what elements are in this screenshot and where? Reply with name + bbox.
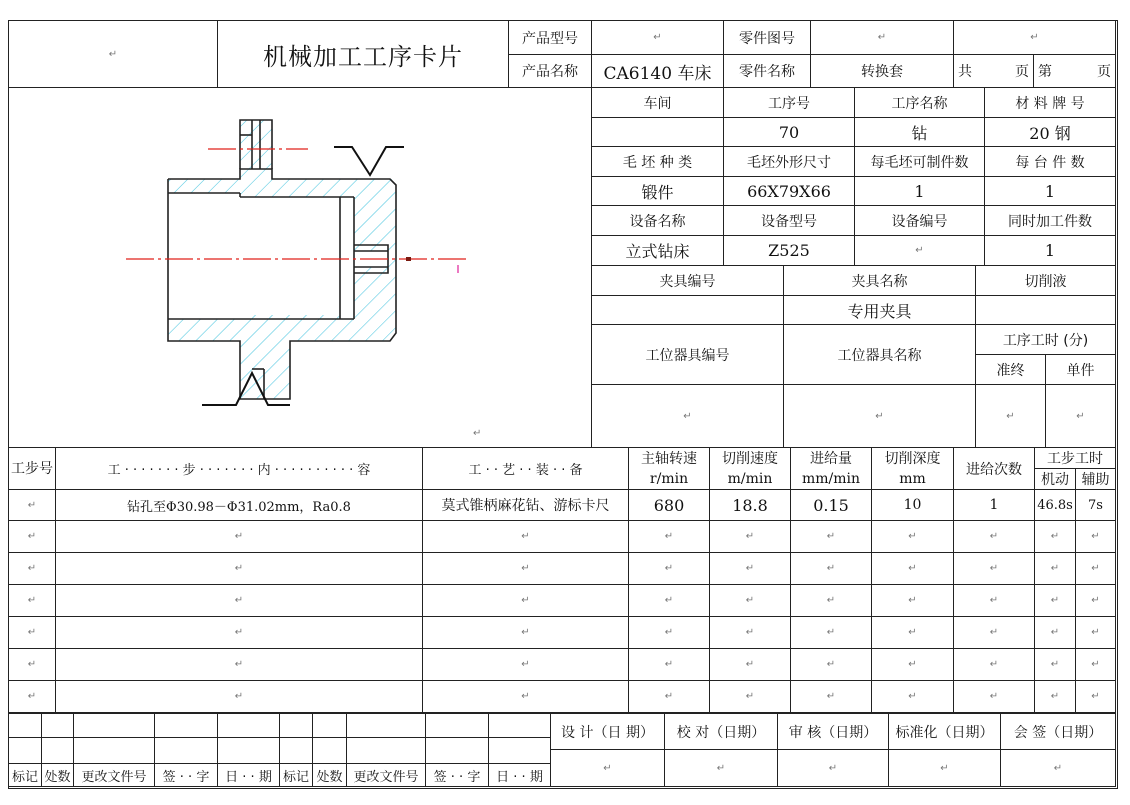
- card-title: 机械加工工序卡片: [217, 20, 509, 88]
- empty-step-cell[interactable]: ↵: [422, 616, 629, 649]
- revision-cell[interactable]: [488, 713, 551, 738]
- rev-doc-label: 更改文件号: [73, 763, 155, 787]
- empty-step-cell[interactable]: ↵: [628, 648, 710, 681]
- empty-step-cell[interactable]: ↵: [790, 648, 872, 681]
- per-machine-label: 每 台 件 数: [984, 146, 1116, 177]
- empty-step-cell[interactable]: ↵: [790, 552, 872, 585]
- revision-cell[interactable]: [154, 737, 218, 764]
- empty-step-cell[interactable]: ↵: [628, 520, 710, 553]
- prep-time-value[interactable]: ↵: [975, 384, 1046, 448]
- rev-count-label-2: 处数: [312, 763, 347, 787]
- per-blank-label: 每毛坯可制件数: [854, 146, 985, 177]
- col-aux-time: 辅助: [1075, 468, 1116, 490]
- simul-label: 同时加工件数: [984, 205, 1116, 236]
- empty-step-cell[interactable]: ↵: [8, 648, 56, 681]
- empty-step-cell[interactable]: ↵: [709, 680, 791, 713]
- empty-step-cell[interactable]: ↵: [1075, 520, 1116, 553]
- product-model-label: 产品型号: [508, 20, 592, 55]
- per-machine-value[interactable]: 1: [984, 176, 1116, 206]
- fixture-no-label: 夹具编号: [591, 265, 784, 296]
- empty-step-cell[interactable]: ↵: [55, 680, 423, 713]
- empty-step-cell[interactable]: ↵: [953, 648, 1035, 681]
- part-sketch: [8, 87, 592, 448]
- equip-no-label: 设备编号: [854, 205, 985, 236]
- rev-signature-label: 签 · · 字: [154, 763, 218, 787]
- page-number: [1033, 54, 1116, 88]
- revision-cell[interactable]: [73, 713, 155, 738]
- coolant-label: 切削液: [975, 265, 1116, 296]
- empty-step-cell[interactable]: ↵: [1075, 552, 1116, 585]
- empty-step-cell[interactable]: ↵: [422, 584, 629, 617]
- fixture-name-label: 夹具名称: [783, 265, 976, 296]
- blank-size-value[interactable]: 66X79X66: [723, 176, 855, 206]
- empty-step-cell[interactable]: ↵: [628, 552, 710, 585]
- step-no-cell[interactable]: ↵: [8, 489, 56, 521]
- product-name-value[interactable]: CA6140 车床: [591, 54, 724, 88]
- col-machine-time: 机动: [1034, 468, 1076, 490]
- part-drawing-value[interactable]: ↵: [810, 20, 954, 55]
- rev-signature-label-2: 签 · · 字: [425, 763, 489, 787]
- centerline-marker: [406, 257, 411, 261]
- col-step-no: 工步号: [8, 447, 56, 490]
- step-equipment-cell[interactable]: 莫式锥柄麻花钻、游标卡尺: [422, 489, 629, 521]
- simul-value[interactable]: 1: [984, 235, 1116, 266]
- col-depth-unit: mm: [899, 470, 926, 487]
- empty-step-cell[interactable]: ↵: [871, 616, 954, 649]
- empty-step-cell[interactable]: ↵: [871, 648, 954, 681]
- footer-review: 审 核（日期）: [777, 713, 889, 750]
- sketch-return-mark: ↵: [473, 428, 482, 439]
- op-time-label: 工序工时 (分): [975, 324, 1116, 355]
- footer-review-value[interactable]: ↵: [777, 749, 889, 787]
- footer-standard-value[interactable]: ↵: [888, 749, 1001, 787]
- product-model-value[interactable]: ↵: [591, 20, 724, 55]
- col-spindle-label: 主轴转速: [641, 450, 697, 467]
- empty-step-cell[interactable]: ↵: [953, 680, 1035, 713]
- part-name-value[interactable]: 转换套: [810, 54, 954, 88]
- step-content-cell[interactable]: 钻孔至Φ30.98－Φ31.02mm，Ra0.8: [55, 489, 423, 521]
- revision-cell[interactable]: [154, 713, 218, 738]
- empty-step-cell[interactable]: ↵: [8, 520, 56, 553]
- empty-step-cell[interactable]: ↵: [55, 552, 423, 585]
- revision-cell[interactable]: [279, 713, 313, 738]
- station-no-value[interactable]: ↵: [591, 384, 784, 448]
- station-name-value[interactable]: ↵: [783, 384, 976, 448]
- step-spindle-cell[interactable]: 680: [628, 489, 710, 521]
- product-name-label: 产品名称: [508, 54, 592, 88]
- empty-step-cell[interactable]: ↵: [1075, 584, 1116, 617]
- revision-cell[interactable]: [73, 737, 155, 764]
- col-spindle: [628, 447, 710, 490]
- empty-step-cell[interactable]: ↵: [1075, 648, 1116, 681]
- blank-type-label: 毛 坯 种 类: [591, 146, 724, 177]
- empty-step-cell[interactable]: ↵: [953, 616, 1035, 649]
- col-equipment: 工 · · 艺 · · 装 · · 备: [422, 447, 629, 490]
- page-number-label: 第: [1038, 64, 1052, 80]
- blank-type-value[interactable]: 锻件: [591, 176, 724, 206]
- empty-step-cell[interactable]: ↵: [1034, 552, 1076, 585]
- empty-step-cell[interactable]: ↵: [871, 520, 954, 553]
- col-feed-unit: mm/min: [801, 470, 861, 487]
- empty-step-cell[interactable]: ↵: [55, 648, 423, 681]
- footer-sign: 会 签（日期）: [1000, 713, 1116, 750]
- step-passes-cell[interactable]: 1: [953, 489, 1035, 521]
- col-cut-speed-unit: m/min: [727, 470, 773, 487]
- empty-step-cell[interactable]: ↵: [790, 680, 872, 713]
- blank-size-label: 毛坯外形尺寸: [723, 146, 855, 177]
- col-passes: 进给次数: [953, 447, 1035, 490]
- material-label: 材 料 牌 号: [984, 87, 1116, 118]
- equip-name-value[interactable]: 立式钻床: [591, 235, 724, 266]
- empty-step-cell[interactable]: ↵: [790, 520, 872, 553]
- part-name-label: 零件名称: [723, 54, 811, 88]
- revision-cell[interactable]: [8, 737, 42, 764]
- step-feed-cell[interactable]: 0.15: [790, 489, 872, 521]
- revision-cell[interactable]: [425, 737, 489, 764]
- empty-step-cell[interactable]: ↵: [871, 552, 954, 585]
- locating-symbol-top: [334, 147, 404, 175]
- footer-design-value[interactable]: ↵: [550, 749, 665, 787]
- footer-design: 设 计（日 期）: [550, 713, 665, 750]
- page-unit-label-2: 页: [1097, 64, 1111, 80]
- footer-standard: 标准化（日期）: [888, 713, 1001, 750]
- material-value[interactable]: 20 钢: [984, 117, 1116, 147]
- part-drawing-label: 零件图号: [723, 20, 811, 55]
- empty-step-cell[interactable]: ↵: [8, 616, 56, 649]
- empty-step-cell[interactable]: ↵: [871, 680, 954, 713]
- empty-step-cell[interactable]: ↵: [953, 584, 1035, 617]
- footer-check: 校 对（日期）: [664, 713, 778, 750]
- rev-date-label-2: 日 · · 期: [488, 763, 551, 787]
- header-right-blank: ↵: [953, 20, 1116, 55]
- col-content: 工 · · · · · · · 步 · · · · · · · 内 · · · · · · · · · · 容: [55, 447, 423, 490]
- revision-cell[interactable]: [8, 713, 42, 738]
- empty-step-cell[interactable]: ↵: [8, 584, 56, 617]
- prep-time-label: 准终: [975, 354, 1046, 385]
- unit-time-value[interactable]: ↵: [1045, 384, 1116, 448]
- page-unit-label: 页: [1015, 64, 1029, 80]
- workshop-value[interactable]: [591, 117, 724, 147]
- centerlines: [126, 149, 470, 259]
- empty-step-cell[interactable]: ↵: [1075, 680, 1116, 713]
- empty-step-cell[interactable]: ↵: [422, 552, 629, 585]
- empty-step-cell[interactable]: ↵: [871, 584, 954, 617]
- unit-time-label: 单件: [1045, 354, 1116, 385]
- revision-cell[interactable]: [41, 713, 74, 738]
- rev-mark-label: 标记: [8, 763, 42, 787]
- empty-step-cell[interactable]: ↵: [55, 520, 423, 553]
- empty-step-cell[interactable]: ↵: [709, 552, 791, 585]
- empty-step-cell[interactable]: ↵: [1034, 680, 1076, 713]
- revision-cell[interactable]: [217, 713, 280, 738]
- revision-cell[interactable]: [346, 737, 426, 764]
- revision-cell[interactable]: [312, 737, 347, 764]
- revision-cell[interactable]: [279, 737, 313, 764]
- col-depth-label: 切削深度: [884, 450, 941, 467]
- footer-check-value[interactable]: ↵: [664, 749, 778, 787]
- empty-step-cell[interactable]: ↵: [1034, 584, 1076, 617]
- empty-step-cell[interactable]: ↵: [1034, 520, 1076, 553]
- empty-step-cell[interactable]: ↵: [709, 648, 791, 681]
- step-depth-cell[interactable]: 10: [871, 489, 954, 521]
- empty-step-cell[interactable]: ↵: [422, 648, 629, 681]
- col-spindle-unit: r/min: [649, 470, 689, 487]
- footer-sign-value[interactable]: ↵: [1000, 749, 1116, 787]
- empty-step-cell[interactable]: ↵: [55, 584, 423, 617]
- rev-date-label: 日 · · 期: [217, 763, 280, 787]
- col-cut-speed-label: 切削速度: [722, 450, 778, 467]
- col-depth: [871, 447, 954, 490]
- revision-cell[interactable]: [425, 713, 489, 738]
- rev-count-label: 处数: [41, 763, 74, 787]
- empty-step-cell[interactable]: ↵: [1034, 648, 1076, 681]
- step-machine-time-cell[interactable]: 46.8s: [1034, 489, 1076, 521]
- empty-step-cell[interactable]: ↵: [422, 520, 629, 553]
- empty-step-cell[interactable]: ↵: [1075, 616, 1116, 649]
- station-no-label: 工位器具编号: [591, 324, 784, 385]
- equip-no-value[interactable]: ↵: [854, 235, 985, 266]
- op-no-label: 工序号: [723, 87, 855, 118]
- rev-doc-label-2: 更改文件号: [346, 763, 426, 787]
- equip-model-label: 设备型号: [723, 205, 855, 236]
- empty-step-cell[interactable]: ↵: [709, 520, 791, 553]
- col-feed: [790, 447, 872, 490]
- empty-step-cell[interactable]: ↵: [8, 552, 56, 585]
- page-total-label: 共: [958, 64, 972, 80]
- col-step-time: 工步工时: [1034, 447, 1116, 469]
- empty-step-cell[interactable]: ↵: [1034, 616, 1076, 649]
- revision-cell[interactable]: [312, 713, 347, 738]
- equip-name-label: 设备名称: [591, 205, 724, 236]
- page-total: [953, 54, 1034, 88]
- empty-step-cell[interactable]: ↵: [709, 616, 791, 649]
- fixture-name-value[interactable]: 专用夹具: [783, 295, 976, 325]
- op-name-value[interactable]: 钻: [854, 117, 985, 147]
- empty-step-cell[interactable]: ↵: [628, 680, 710, 713]
- empty-step-cell[interactable]: ↵: [790, 616, 872, 649]
- coolant-value[interactable]: [975, 295, 1116, 325]
- empty-step-cell[interactable]: ↵: [8, 680, 56, 713]
- workshop-label: 车间: [591, 87, 724, 118]
- revision-cell[interactable]: [488, 737, 551, 764]
- op-name-label: 工序名称: [854, 87, 985, 118]
- rev-mark-label-2: 标记: [279, 763, 313, 787]
- empty-step-cell[interactable]: ↵: [55, 616, 423, 649]
- op-no-value[interactable]: 70: [723, 117, 855, 147]
- empty-step-cell[interactable]: ↵: [628, 616, 710, 649]
- empty-step-cell[interactable]: ↵: [790, 584, 872, 617]
- equip-model-value[interactable]: Z525: [723, 235, 855, 266]
- per-blank-value[interactable]: 1: [854, 176, 985, 206]
- empty-step-cell[interactable]: ↵: [953, 552, 1035, 585]
- empty-step-cell[interactable]: ↵: [709, 584, 791, 617]
- step-aux-time-cell[interactable]: 7s: [1075, 489, 1116, 521]
- station-name-label: 工位器具名称: [783, 324, 976, 385]
- empty-step-cell[interactable]: ↵: [422, 680, 629, 713]
- col-cut-speed: [709, 447, 791, 490]
- header-blank: ↵: [8, 20, 218, 88]
- empty-step-cell[interactable]: ↵: [953, 520, 1035, 553]
- step-cut-speed-cell[interactable]: 18.8: [709, 489, 791, 521]
- revision-cell[interactable]: [217, 737, 280, 764]
- col-feed-label: 进给量: [810, 450, 852, 467]
- revision-cell[interactable]: [346, 713, 426, 738]
- revision-cell[interactable]: [41, 737, 74, 764]
- fixture-no-value[interactable]: [591, 295, 784, 325]
- empty-step-cell[interactable]: ↵: [628, 584, 710, 617]
